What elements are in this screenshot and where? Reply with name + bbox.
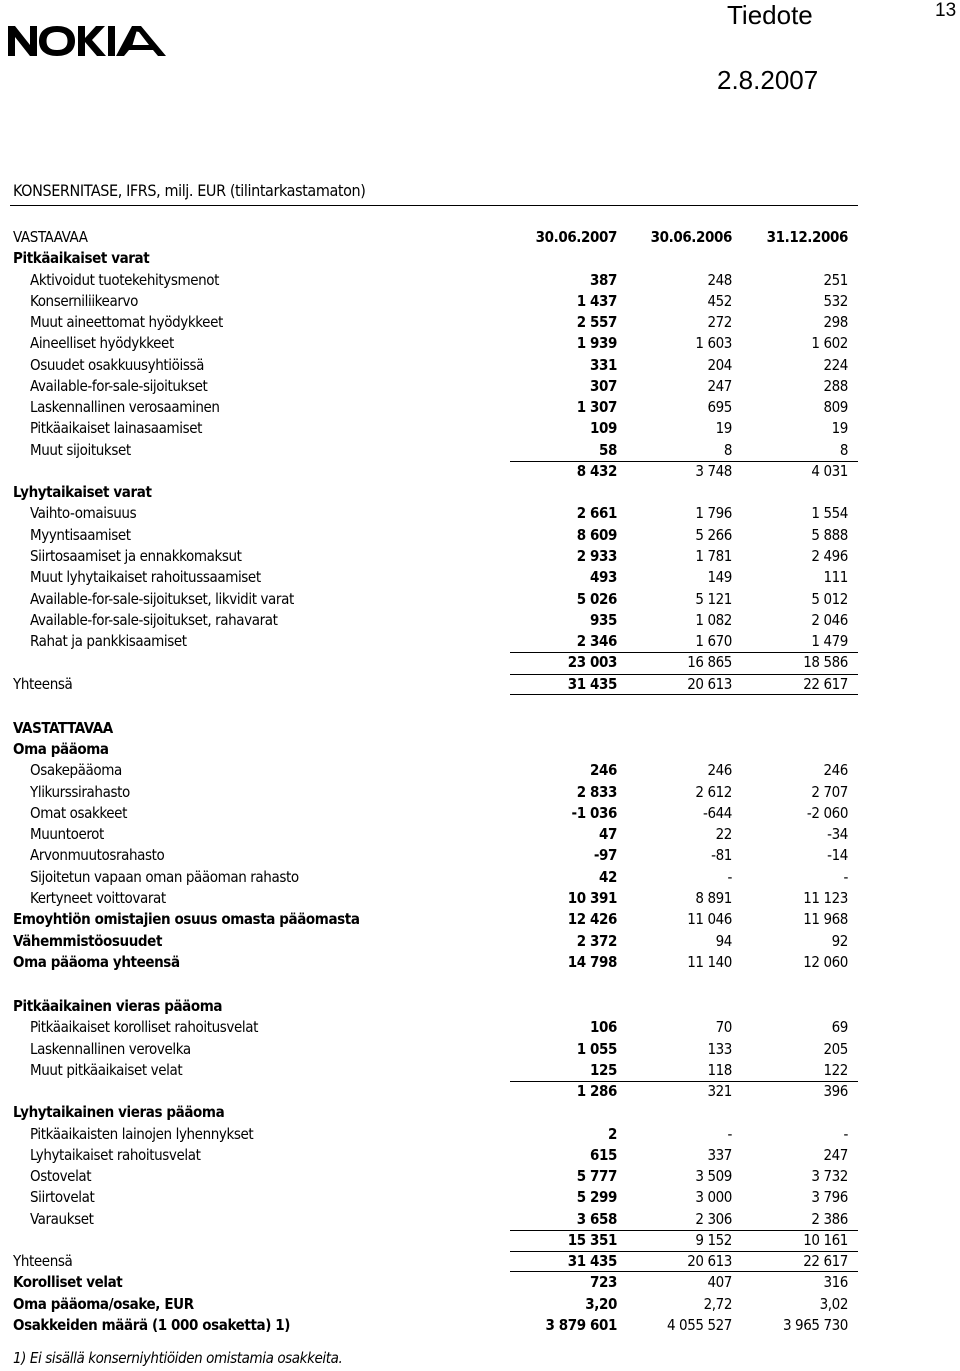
- cell-30-06-2007: 8 432: [576, 461, 617, 480]
- cell-31-12-2006: 1 602: [811, 334, 848, 353]
- row-label: Muut lyhytaikaiset rahoitussaamiset: [30, 568, 261, 587]
- cell-31-12-2006: 2 386: [811, 1209, 848, 1228]
- table-row: [0, 652, 960, 673]
- cell-31-12-2006: 111: [823, 568, 848, 587]
- table-row: [0, 461, 960, 482]
- table-row: [0, 1251, 960, 1272]
- table-row: [0, 312, 960, 333]
- row-label: Ylikurssirahasto: [30, 782, 130, 801]
- table-row: [0, 1102, 960, 1123]
- table-row: [0, 227, 960, 248]
- cell-30-06-2006: 149: [707, 568, 732, 587]
- table-row: [0, 1039, 960, 1060]
- table-row: [0, 567, 960, 588]
- row-label: Myyntisaamiset: [30, 525, 131, 544]
- table-row: [0, 909, 960, 930]
- cell-31-12-2006: 122: [823, 1060, 848, 1079]
- table-row: [0, 1315, 960, 1336]
- cell-31-12-2006: 2 496: [811, 546, 848, 565]
- cell-31-12-2006: 92: [831, 931, 848, 950]
- row-label: Siirtosaamiset ja ennakkomaksut: [30, 546, 242, 565]
- cell-31-12-2006: 18 586: [803, 653, 848, 672]
- cell-30-06-2006: 70: [715, 1018, 732, 1037]
- cell-30-06-2006: -81: [711, 846, 732, 865]
- cell-30-06-2007: 125: [590, 1060, 617, 1079]
- table-row: [0, 355, 960, 376]
- document-type: Tiedote: [727, 0, 813, 30]
- table-row: [0, 333, 960, 354]
- cell-31-12-2006: 298: [823, 313, 848, 332]
- cell-30-06-2006: 1 670: [695, 632, 732, 651]
- cell-30-06-2007: 493: [590, 568, 617, 587]
- table-row: [0, 397, 960, 418]
- row-label: Yhteensä: [13, 674, 73, 693]
- table-row: [0, 631, 960, 652]
- cell-30-06-2007: 23 003: [567, 653, 617, 672]
- cell-31-12-2006: 205: [823, 1039, 848, 1058]
- cell-30-06-2006: 8: [723, 440, 732, 459]
- cell-31-12-2006: 532: [823, 291, 848, 310]
- row-label: Lyhytaikaiset rahoitusvelat: [30, 1145, 201, 1164]
- balance-sheet-table: [0, 227, 960, 1336]
- cell-30-06-2007: 2 833: [576, 782, 617, 801]
- cell-31-12-2006: 19: [831, 419, 848, 438]
- cell-30-06-2006: 94: [715, 931, 732, 950]
- cell-30-06-2007: 2 372: [576, 931, 617, 950]
- cell-31-12-2006: 5 888: [811, 525, 848, 544]
- table-row: [0, 1145, 960, 1166]
- cell-30-06-2006: 1 603: [695, 334, 732, 353]
- cell-30-06-2006: 19: [715, 419, 732, 438]
- table-row: [0, 1209, 960, 1230]
- cell-31-12-2006: 3 796: [811, 1188, 848, 1207]
- cell-30-06-2006: 695: [707, 398, 732, 417]
- row-label: VASTAAVAA: [13, 228, 88, 246]
- cell-30-06-2007: 12 426: [567, 910, 617, 929]
- table-row: [0, 546, 960, 567]
- cell-30-06-2006: 2,72: [703, 1294, 732, 1313]
- cell-30-06-2006: 16 865: [687, 653, 732, 672]
- cell-30-06-2006: -: [727, 867, 732, 886]
- cell-31-12-2006: 316: [823, 1273, 848, 1292]
- cell-30-06-2006: 3 509: [695, 1167, 732, 1186]
- cell-30-06-2007: 42: [599, 867, 617, 886]
- table-row: [0, 718, 960, 739]
- table-row: [0, 996, 960, 1017]
- table-row: [0, 1124, 960, 1145]
- cell-30-06-2007: 387: [590, 270, 617, 289]
- row-label: Emoyhtiön omistajien osuus omasta pääomasta: [13, 910, 360, 929]
- row-label: Laskennallinen verovelka: [30, 1039, 191, 1058]
- row-label: Aineelliset hyödykkeet: [30, 334, 174, 353]
- cell-31-12-2006: 251: [823, 270, 848, 289]
- cell-30-06-2006: 2 306: [695, 1209, 732, 1228]
- cell-30-06-2007: 14 798: [567, 952, 617, 971]
- cell-31-12-2006: -: [843, 1124, 848, 1143]
- table-row: [0, 525, 960, 546]
- cell-30-06-2006: 2 612: [695, 782, 732, 801]
- cell-31-12-2006: 11 123: [803, 888, 848, 907]
- cell-30-06-2006: 5 121: [695, 589, 732, 608]
- row-label: Pitkäaikaiset varat: [13, 249, 150, 268]
- row-label: Konserniliikearvo: [30, 291, 138, 310]
- row-label: Rahat ja pankkisaamiset: [30, 632, 187, 651]
- table-row: [0, 1230, 960, 1251]
- cell-30-06-2006: 272: [707, 313, 732, 332]
- row-label: Sijoitetun vapaan oman pääoman rahasto: [30, 867, 299, 886]
- row-label: Pitkäaikaisten lainojen lyhennykset: [30, 1124, 254, 1143]
- table-row: [0, 1187, 960, 1208]
- row-label: Pitkäaikainen vieras pääoma: [13, 997, 223, 1016]
- nokia-logo: [8, 26, 166, 56]
- row-label: Muut pitkäaikaiset velat: [30, 1060, 183, 1079]
- cell-31-12-2006: 224: [823, 355, 848, 374]
- cell-30-06-2006: 30.06.2006: [650, 228, 732, 246]
- row-label: Korolliset velat: [13, 1273, 123, 1292]
- cell-30-06-2006: 5 266: [695, 525, 732, 544]
- cell-31-12-2006: 22 617: [803, 674, 848, 693]
- cell-31-12-2006: 10 161: [803, 1230, 848, 1249]
- cell-30-06-2007: 47: [599, 825, 617, 844]
- cell-30-06-2007: 2 933: [576, 546, 617, 565]
- table-row: [0, 589, 960, 610]
- cell-31-12-2006: 3 732: [811, 1167, 848, 1186]
- table-row: [0, 610, 960, 631]
- table-row: [0, 1294, 960, 1315]
- table-row: [0, 270, 960, 291]
- sum-rule: [510, 1081, 858, 1082]
- table-row: [0, 867, 960, 888]
- cell-30-06-2007: 8 609: [576, 525, 617, 544]
- cell-30-06-2007: 106: [590, 1018, 617, 1037]
- table-row: [0, 803, 960, 824]
- row-label: Oma pääoma: [13, 740, 109, 759]
- cell-31-12-2006: 2 707: [811, 782, 848, 801]
- cell-31-12-2006: 809: [823, 398, 848, 417]
- table-row: [0, 440, 960, 461]
- row-label: Muut aineettomat hyödykkeet: [30, 313, 223, 332]
- row-label: Yhteensä: [13, 1252, 73, 1271]
- table-row: [0, 376, 960, 397]
- cell-31-12-2006: 2 046: [811, 610, 848, 629]
- cell-30-06-2006: 118: [707, 1060, 732, 1079]
- cell-31-12-2006: 31.12.2006: [766, 228, 848, 246]
- row-label: Osuudet osakkuusyhtiöissä: [30, 355, 204, 374]
- cell-30-06-2007: 3,20: [585, 1294, 617, 1313]
- cell-30-06-2007: 5 026: [576, 589, 617, 608]
- row-label: Muuntoerot: [30, 825, 104, 844]
- cell-30-06-2006: 248: [707, 270, 732, 289]
- cell-30-06-2006: 20 613: [687, 674, 732, 693]
- document-date: 2.8.2007: [717, 65, 819, 95]
- cell-30-06-2007: 2 557: [576, 313, 617, 332]
- table-row: [0, 739, 960, 760]
- cell-30-06-2007: 31 435: [567, 1252, 617, 1271]
- cell-31-12-2006: 288: [823, 376, 848, 395]
- cell-30-06-2006: -644: [702, 803, 732, 822]
- table-row: [0, 1081, 960, 1102]
- cell-31-12-2006: -34: [827, 825, 848, 844]
- cell-30-06-2007: 1 939: [576, 334, 617, 353]
- table-row: [0, 674, 960, 695]
- cell-30-06-2006: 321: [707, 1082, 732, 1101]
- row-label: Kertyneet voittovarat: [30, 888, 166, 907]
- cell-30-06-2007: 15 351: [567, 1230, 617, 1249]
- cell-30-06-2007: -1 036: [571, 803, 617, 822]
- row-label: Lyhytaikainen vieras pääoma: [13, 1103, 225, 1122]
- report-title: KONSERNITASE, IFRS, milj. EUR (tilintarkastamaton): [13, 181, 366, 200]
- cell-30-06-2007: 3 658: [576, 1209, 617, 1228]
- row-label: Ostovelat: [30, 1167, 92, 1186]
- row-label: Available-for-sale-sijoitukset, rahavarat: [30, 610, 278, 629]
- table-row: [0, 1017, 960, 1038]
- cell-30-06-2006: 247: [707, 376, 732, 395]
- row-label: Pitkäaikaiset lainasaamiset: [30, 419, 203, 438]
- table-row: [0, 1272, 960, 1293]
- cell-30-06-2007: 2: [608, 1124, 617, 1143]
- cell-31-12-2006: 12 060: [803, 952, 848, 971]
- row-label: Omat osakkeet: [30, 803, 127, 822]
- cell-30-06-2007: 935: [590, 610, 617, 629]
- row-label: Aktivoidut tuotekehitysmenot: [30, 270, 220, 289]
- cell-30-06-2006: 3 748: [695, 461, 732, 480]
- table-row: [0, 931, 960, 952]
- table-row: [0, 482, 960, 503]
- cell-30-06-2006: 8 891: [695, 888, 732, 907]
- cell-30-06-2006: 3 000: [695, 1188, 732, 1207]
- table-row: [0, 503, 960, 524]
- table-row: [0, 952, 960, 973]
- cell-31-12-2006: 5 012: [811, 589, 848, 608]
- cell-30-06-2007: 58: [599, 440, 617, 459]
- row-label: Pitkäaikaiset korolliset rahoitusvelat: [30, 1018, 258, 1037]
- row-label: Laskennallinen verosaaminen: [30, 398, 220, 417]
- row-label: Muut sijoitukset: [30, 440, 131, 459]
- cell-31-12-2006: 246: [823, 761, 848, 780]
- cell-30-06-2006: -: [727, 1124, 732, 1143]
- table-row: [0, 248, 960, 269]
- cell-30-06-2006: 22: [715, 825, 732, 844]
- row-label: Lyhytaikaiset varat: [13, 483, 152, 502]
- row-label: Vaihto-omaisuus: [30, 504, 137, 523]
- cell-30-06-2007: 2 661: [576, 504, 617, 523]
- row-label: Vähemmistöosuudet: [13, 931, 162, 950]
- cell-30-06-2007: 1 286: [576, 1082, 617, 1101]
- row-label: Available-for-sale-sijoitukset, likvidit varat: [30, 589, 294, 608]
- row-label: VASTATTAVAA: [13, 718, 113, 737]
- table-row: [0, 824, 960, 845]
- row-label: Osakepääoma: [30, 761, 122, 780]
- footnote: 1) Ei sisällä konserniyhtiöiden omistamia osakkeita.: [13, 1349, 343, 1367]
- cell-30-06-2007: 1 055: [576, 1039, 617, 1058]
- spacer-row: [0, 695, 960, 718]
- cell-31-12-2006: 3,02: [819, 1294, 848, 1313]
- sum-rule: [510, 461, 858, 462]
- cell-30-06-2007: 3 879 601: [545, 1316, 617, 1335]
- row-label: Siirtovelat: [30, 1188, 95, 1207]
- cell-30-06-2006: 246: [707, 761, 732, 780]
- spacer-row: [0, 973, 960, 996]
- cell-30-06-2007: 30.06.2007: [535, 228, 617, 246]
- cell-30-06-2006: 204: [707, 355, 732, 374]
- page-number: 13: [935, 0, 957, 21]
- cell-31-12-2006: 247: [823, 1145, 848, 1164]
- table-row: [0, 888, 960, 909]
- cell-30-06-2007: 331: [590, 355, 617, 374]
- table-row: [0, 291, 960, 312]
- cell-30-06-2006: 1 781: [695, 546, 732, 565]
- table-row: [0, 1166, 960, 1187]
- cell-30-06-2007: 109: [590, 419, 617, 438]
- cell-31-12-2006: -14: [827, 846, 848, 865]
- cell-30-06-2007: 5 777: [576, 1167, 617, 1186]
- cell-30-06-2006: 4 055 527: [666, 1316, 732, 1335]
- cell-30-06-2007: -97: [593, 846, 617, 865]
- cell-30-06-2007: 615: [590, 1145, 617, 1164]
- row-label: Arvonmuutosrahasto: [30, 846, 165, 865]
- row-label: Osakkeiden määrä (1 000 osaketta) 1): [13, 1316, 291, 1335]
- row-label: Oma pääoma/osake, EUR: [13, 1294, 194, 1313]
- cell-30-06-2007: 2 346: [576, 632, 617, 651]
- table-row: [0, 845, 960, 866]
- cell-31-12-2006: 22 617: [803, 1252, 848, 1271]
- cell-30-06-2006: 11 140: [687, 952, 732, 971]
- cell-31-12-2006: 11 968: [803, 910, 848, 929]
- table-row: [0, 418, 960, 439]
- cell-31-12-2006: 1 554: [811, 504, 848, 523]
- cell-30-06-2007: 10 391: [567, 888, 617, 907]
- cell-31-12-2006: 1 479: [811, 632, 848, 651]
- row-label: Varaukset: [30, 1209, 94, 1228]
- cell-30-06-2006: 407: [707, 1273, 732, 1292]
- table-row: [0, 782, 960, 803]
- cell-30-06-2006: 11 046: [687, 910, 732, 929]
- row-label: Available-for-sale-sijoitukset: [30, 376, 208, 395]
- table-row: [0, 1060, 960, 1081]
- cell-30-06-2006: 133: [707, 1039, 732, 1058]
- cell-31-12-2006: 69: [831, 1018, 848, 1037]
- cell-30-06-2007: 1 307: [576, 398, 617, 417]
- title-rule: [10, 205, 858, 206]
- cell-30-06-2007: 246: [590, 761, 617, 780]
- cell-30-06-2006: 452: [707, 291, 732, 310]
- cell-30-06-2006: 1 796: [695, 504, 732, 523]
- cell-31-12-2006: 396: [823, 1082, 848, 1101]
- cell-30-06-2007: 307: [590, 376, 617, 395]
- table-row: [0, 760, 960, 781]
- cell-31-12-2006: 8: [839, 440, 848, 459]
- cell-30-06-2006: 337: [707, 1145, 732, 1164]
- cell-30-06-2006: 9 152: [695, 1230, 732, 1249]
- cell-30-06-2007: 1 437: [576, 291, 617, 310]
- cell-30-06-2007: 723: [590, 1273, 617, 1292]
- cell-31-12-2006: -: [843, 867, 848, 886]
- cell-30-06-2006: 20 613: [687, 1252, 732, 1271]
- cell-30-06-2007: 5 299: [576, 1188, 617, 1207]
- cell-30-06-2006: 1 082: [695, 610, 732, 629]
- cell-31-12-2006: 3 965 730: [782, 1316, 848, 1335]
- row-label: Oma pääoma yhteensä: [13, 952, 180, 971]
- cell-30-06-2007: 31 435: [567, 674, 617, 693]
- cell-31-12-2006: 4 031: [811, 461, 848, 480]
- cell-31-12-2006: -2 060: [806, 803, 848, 822]
